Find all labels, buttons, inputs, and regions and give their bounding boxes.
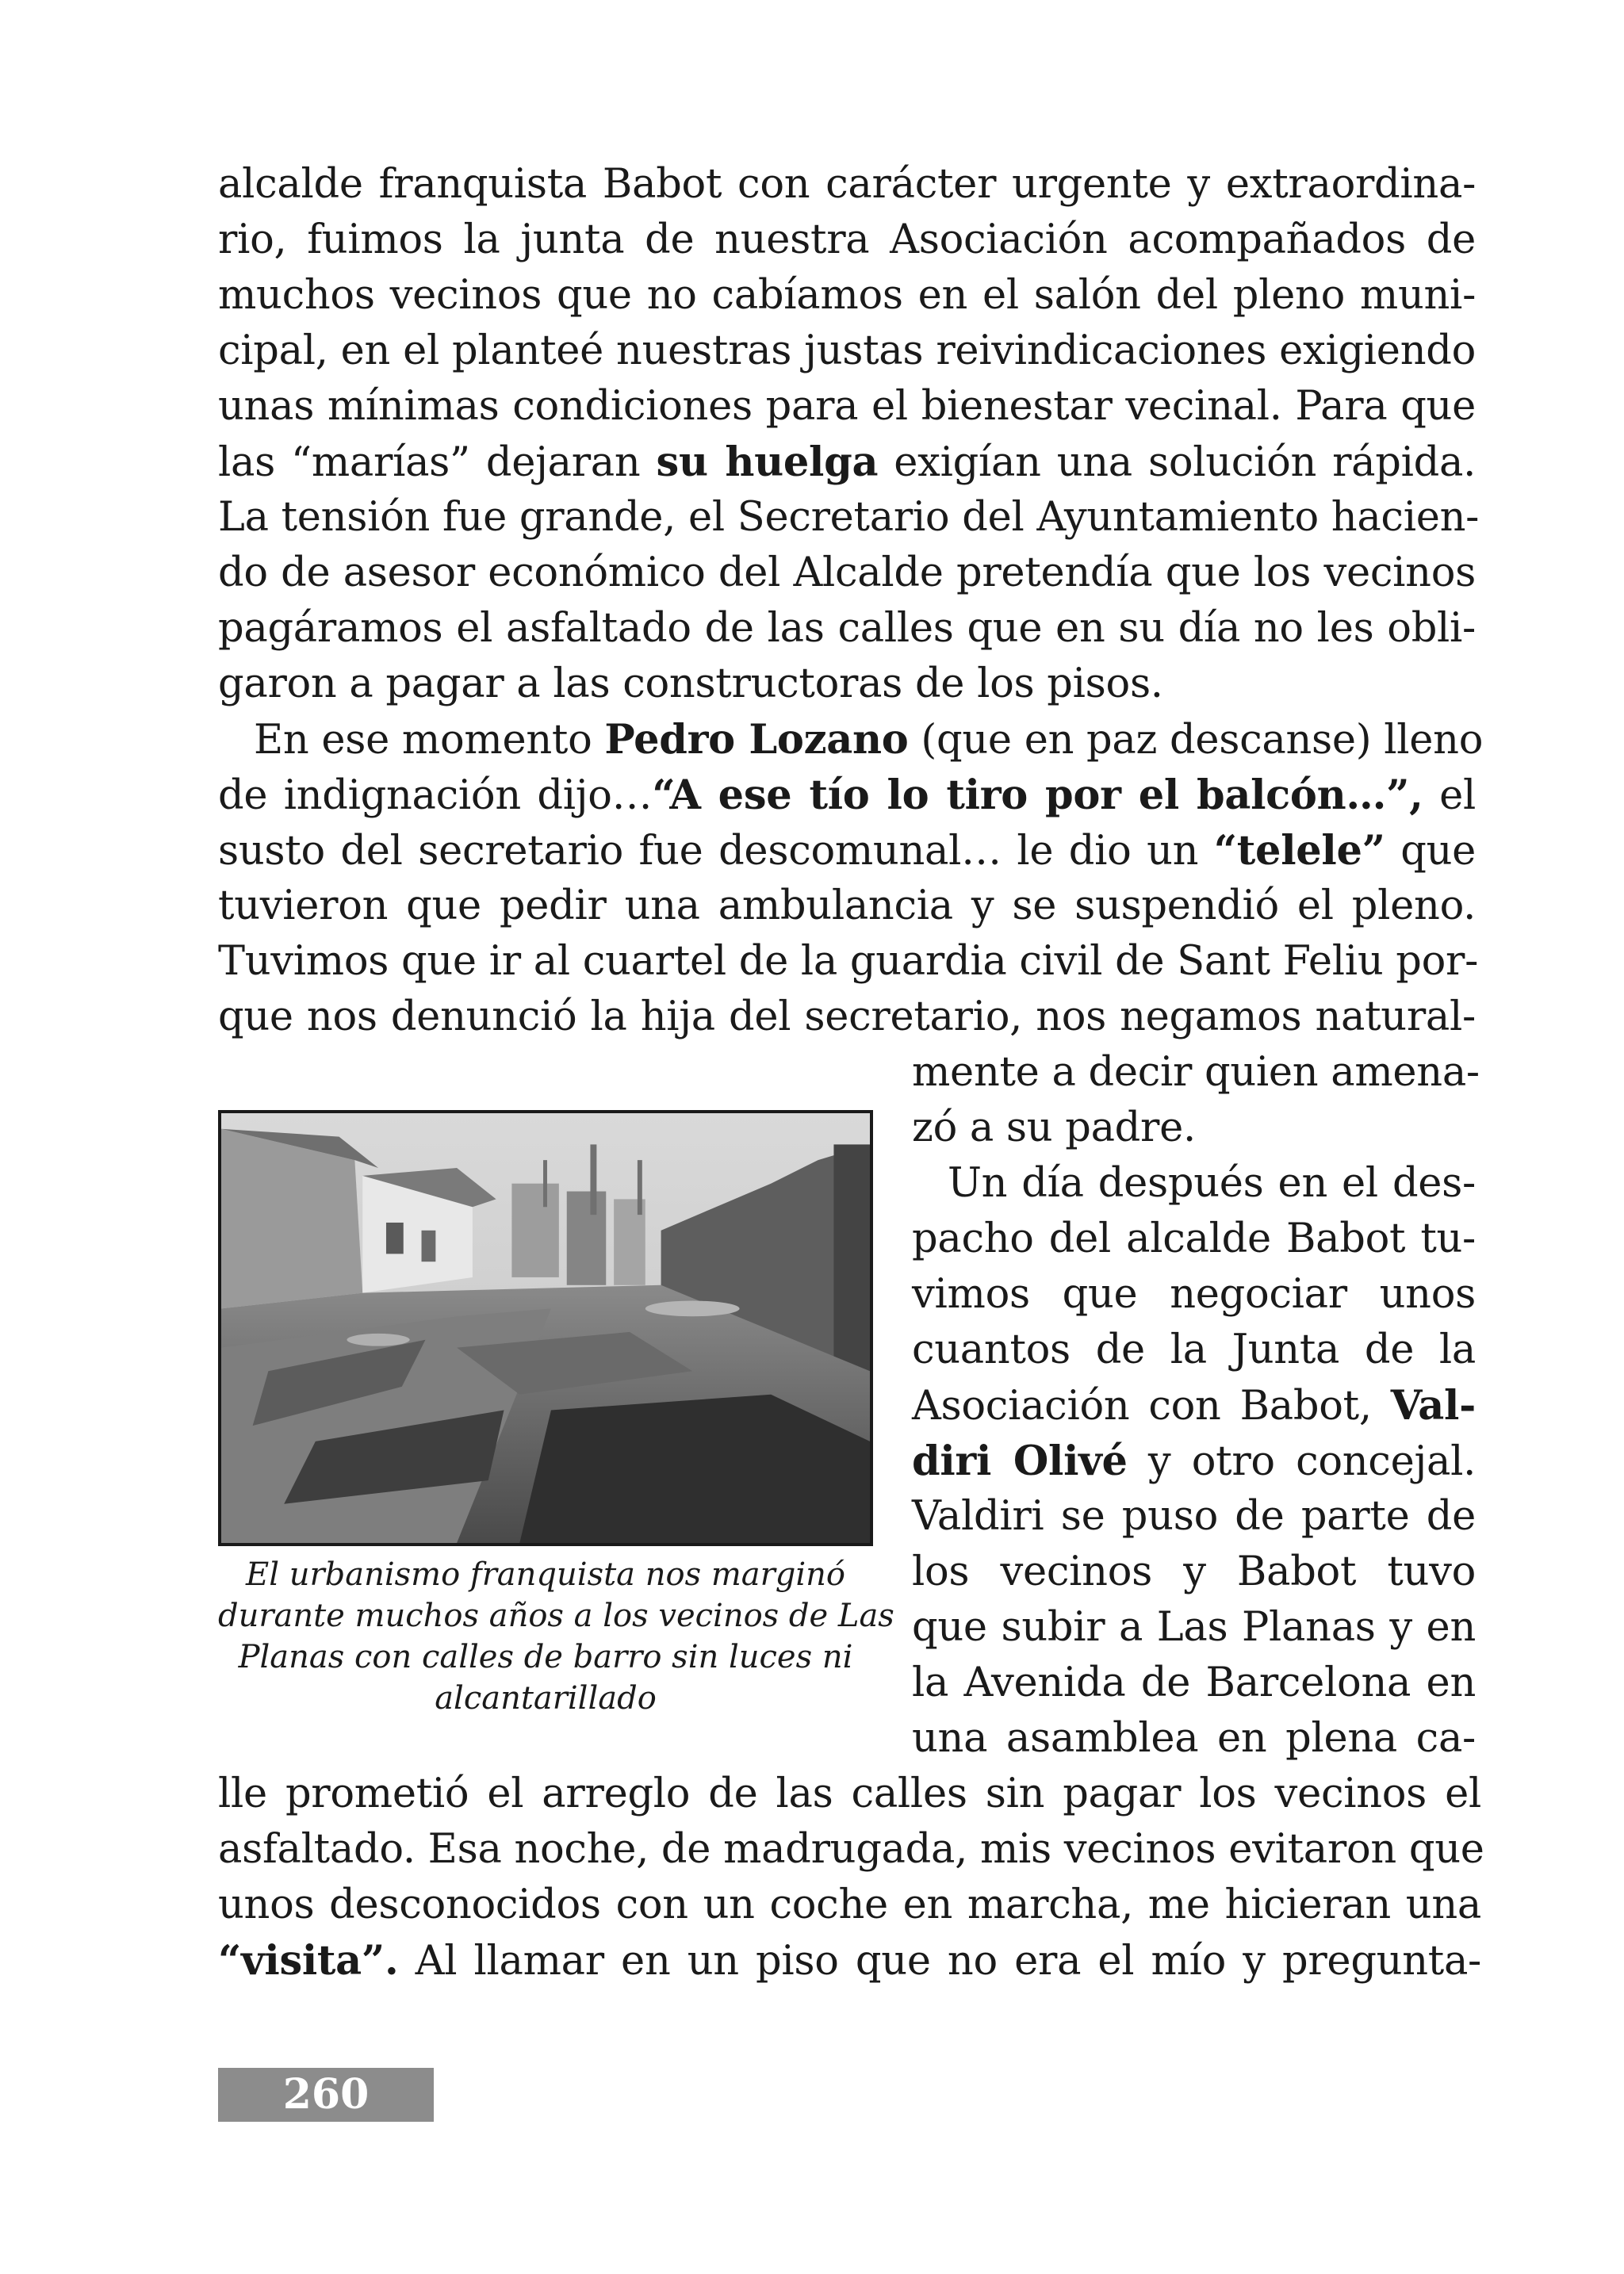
text-line: muchos vecinos que no cabíamos en el salón del pleno muni- bbox=[218, 272, 1476, 319]
text-line: la Avenida de Barcelona en bbox=[912, 1660, 1476, 1706]
text-run: las “marías” dejaran bbox=[218, 439, 657, 486]
text-line: una asamblea en plena ca- bbox=[912, 1715, 1476, 1762]
caption-line: alcantarillado bbox=[435, 1680, 657, 1717]
text-run: (que en paz descanse) lleno bbox=[908, 717, 1484, 764]
text-line: garon a pagar a las constructoras de los pisos. bbox=[218, 660, 1163, 707]
text-line: los vecinos y Babot tuvo bbox=[912, 1549, 1476, 1595]
text-line: que subir a Las Planas y en bbox=[912, 1604, 1476, 1651]
text-line: unos desconocidos con un coche en marcha, me hicieran una bbox=[218, 1882, 1481, 1928]
text-line bbox=[218, 768, 1476, 823]
text-run: y otro concejal. bbox=[1127, 1438, 1476, 1485]
street-photo-illustration bbox=[221, 1113, 870, 1543]
text-run: En ese momento bbox=[254, 717, 605, 764]
text-run: Al llamar en un piso que no era el mío y pregunta- bbox=[398, 1938, 1481, 1985]
caption-line: El urbanismo franquista nos marginó bbox=[246, 1556, 845, 1593]
text-line: Valdiri se puso de parte de bbox=[912, 1493, 1476, 1540]
text-line bbox=[218, 712, 1484, 768]
text-line: La tensión fue grande, el Secretario del Ayuntamiento hacien- bbox=[218, 494, 1480, 541]
text-line: lle prometió el arreglo de las calles sin pagar los vecinos el bbox=[218, 1771, 1481, 1817]
bold-run: diri Olivé bbox=[912, 1438, 1128, 1485]
text-line: Tuvimos que ir al cuartel de la guardia civil de Sant Feliu por- bbox=[218, 938, 1479, 985]
caption-line: durante muchos años a los vecinos de Las bbox=[218, 1598, 894, 1634]
text-run: de indignación dijo… bbox=[218, 772, 653, 819]
text-line bbox=[218, 1933, 1481, 1989]
bold-run: “A ese tío lo tiro por el balcón…”, bbox=[652, 771, 1423, 819]
text-line: do de asesor económico del Alcalde pretendía que los vecinos bbox=[218, 549, 1476, 596]
street-photo bbox=[218, 1110, 873, 1546]
text-line: Un día después en el des- bbox=[948, 1160, 1476, 1207]
text-line bbox=[218, 435, 1476, 490]
text-line: asfaltado. Esa noche, de madrugada, mis vecinos evitaron que bbox=[218, 1826, 1484, 1873]
text-line: vimos que negociar unos bbox=[912, 1271, 1476, 1318]
text-line: que nos denunció la hija del secretario, nos negamos natural- bbox=[218, 993, 1476, 1040]
photo-caption bbox=[218, 1554, 894, 1719]
page-number: 260 bbox=[218, 2068, 434, 2122]
caption-line: Planas con calles de barro sin luces ni bbox=[238, 1639, 853, 1675]
text-run: susto del secretario fue descomunal… le dio un bbox=[218, 828, 1214, 875]
text-line: pacho del alcalde Babot tu- bbox=[912, 1215, 1476, 1262]
text-line: mente a decir quien amena- bbox=[912, 1049, 1480, 1096]
bold-run: “telele” bbox=[1213, 827, 1385, 875]
text-run: exigían una solución rápida. bbox=[878, 439, 1476, 486]
text-line: alcalde franquista Babot con carácter urgente y extraordina- bbox=[218, 161, 1476, 208]
text-line bbox=[912, 1378, 1476, 1434]
text-line: cipal, en el planteé nuestras justas reivindicaciones exigiendo bbox=[218, 327, 1476, 374]
text-line: tuvieron que pedir una ambulancia y se suspendió el pleno. bbox=[218, 882, 1476, 929]
text-run: que bbox=[1385, 828, 1477, 875]
text-line: cuantos de la Junta de la bbox=[912, 1326, 1476, 1373]
bold-run: Val- bbox=[1390, 1382, 1476, 1430]
text-line: zó a su padre. bbox=[912, 1104, 1196, 1151]
text-line: pagáramos el asfaltado de las calles que en su día no les obli- bbox=[218, 605, 1476, 652]
bold-run: su huelga bbox=[656, 438, 879, 486]
text-run: el bbox=[1423, 772, 1477, 819]
bold-run: “visita”. bbox=[218, 1937, 399, 1985]
bold-run: Pedro Lozano bbox=[604, 716, 909, 764]
text-line bbox=[912, 1434, 1476, 1489]
text-line bbox=[218, 823, 1476, 879]
text-line: unas mínimas condiciones para el bienestar vecinal. Para que bbox=[218, 383, 1476, 430]
text-line: rio, fuimos la junta de nuestra Asociación acompañados de bbox=[218, 216, 1476, 263]
text-run: Asociación con Babot, bbox=[912, 1383, 1391, 1430]
